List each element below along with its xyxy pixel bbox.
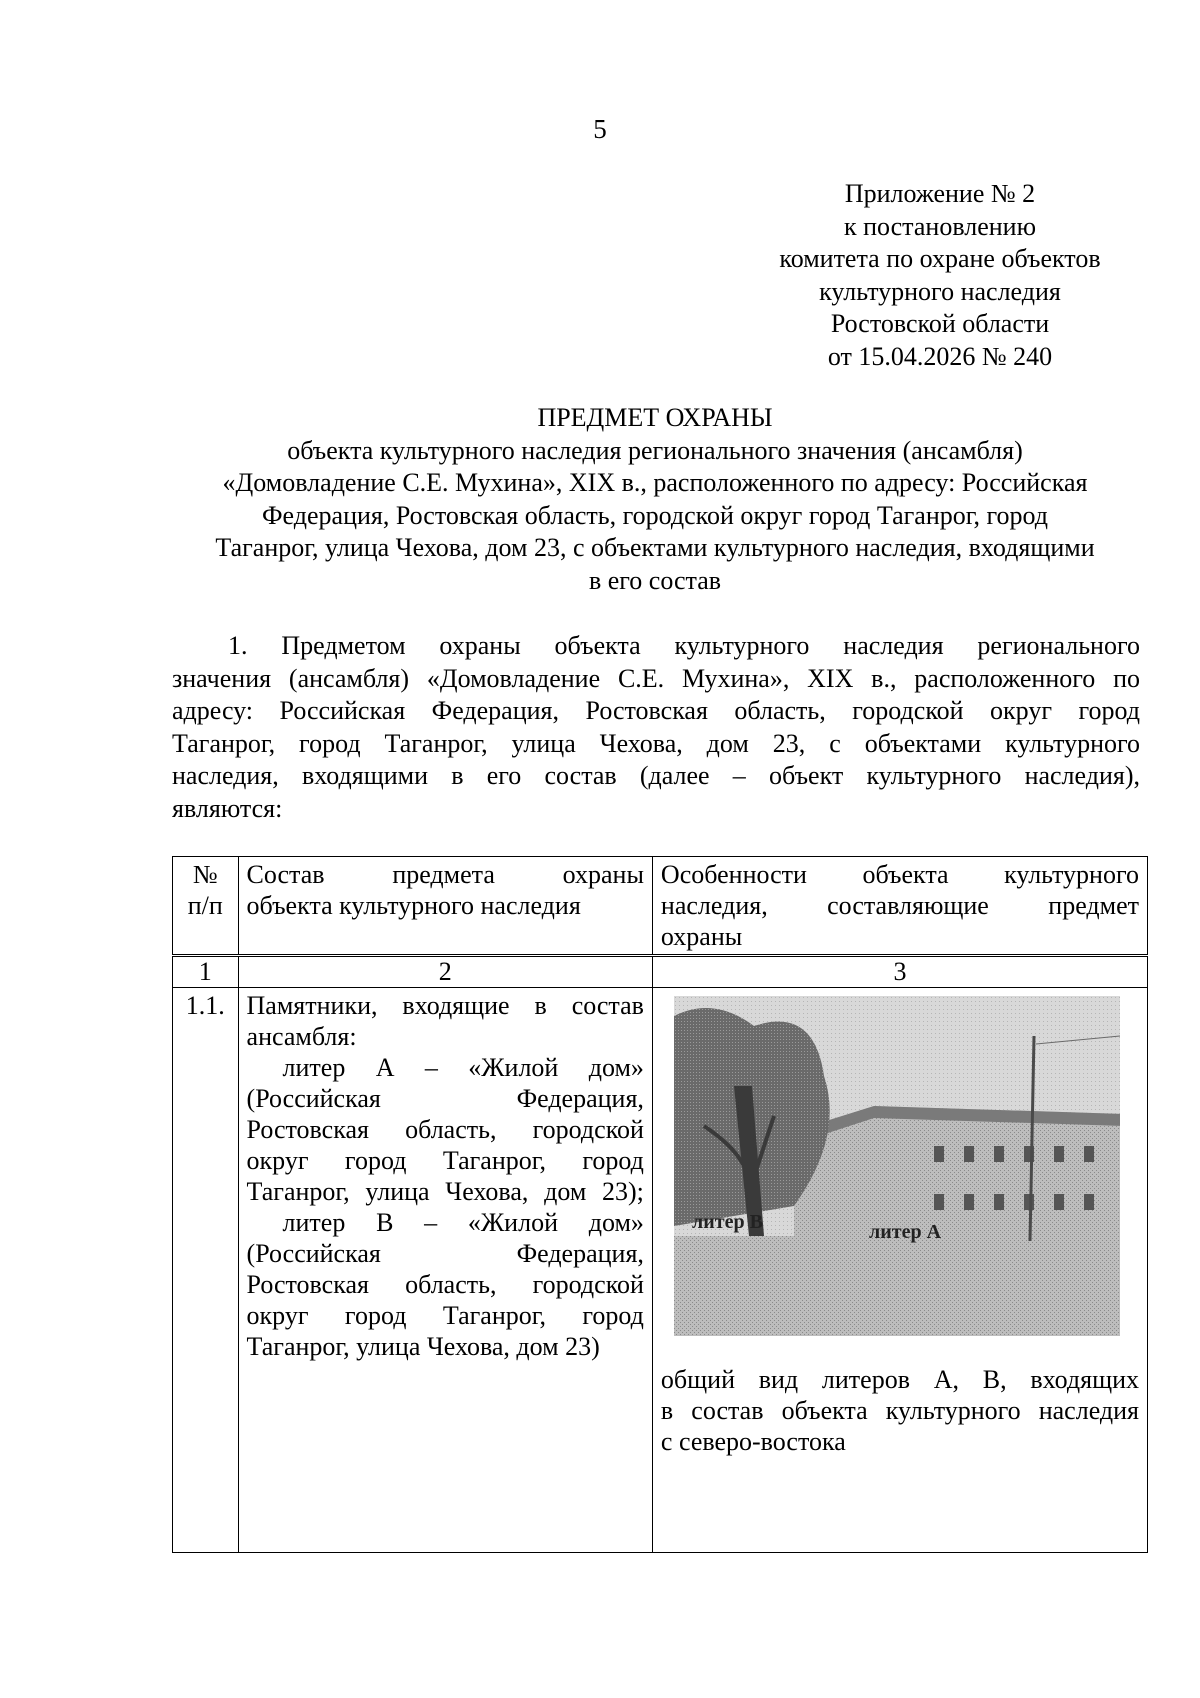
heading-line: «Домовладение С.Е. Мухина», XIX в., расположенного по адресу: Российская: [222, 468, 1088, 497]
composition-line: Таганрог, улица Чехова, дом 23): [246, 1332, 600, 1361]
paragraph-line: адресу: Российская Федерация, Ростовская область, городской округ город: [172, 696, 1140, 725]
appendix-line: Приложение № 2: [844, 179, 1036, 208]
composition-line: (Российская Федерация,: [246, 1084, 644, 1113]
header-text: охраны: [660, 922, 743, 951]
composition-line: литер А – «Жилой дом»: [282, 1053, 644, 1082]
composition-line: Таганрог, улица Чехова, дом 23);: [246, 1177, 644, 1206]
paragraph-line: значения (ансамбля) «Домовладение С.Е. Мухина», XIX в., расположенного по: [172, 663, 1140, 693]
paragraph-line: наследия, входящими в его состав (далее – объект культурного наследия),: [172, 761, 1140, 790]
header-cell-features: [652, 857, 1147, 955]
composition-line: Ростовская область, городской: [246, 1115, 644, 1144]
document-heading: [170, 402, 1140, 597]
features-cell: [652, 988, 1147, 1553]
appendix-line: комитета по охране объектов: [779, 244, 1101, 273]
table-header: [172, 856, 1148, 955]
building-photo: [674, 996, 1120, 1336]
header-text: объекта культурного наследия: [246, 891, 581, 920]
body-paragraph: [172, 630, 1140, 825]
photo-label-liter-v: литер В: [691, 1211, 763, 1233]
heading-line: Федерация, Ростовская область, городской округ город Таганрог, город: [262, 500, 1048, 530]
composition-line: (Российская Федерация,: [246, 1239, 644, 1268]
paragraph-line: являются:: [172, 793, 283, 823]
appendix-line: к постановлению: [843, 211, 1037, 241]
photo-caption: [661, 1364, 1139, 1457]
document-title: ПРЕДМЕТ ОХРАНЫ: [537, 403, 773, 432]
column-number: 2: [238, 957, 652, 988]
caption-line: в состав объекта культурного наследия: [660, 1396, 1139, 1425]
header-text: №: [192, 860, 218, 889]
header-text: наследия, составляющие предмет: [660, 891, 1139, 920]
appendix-line: от 15.04.2026 № 240: [827, 341, 1053, 371]
photo-label-liter-a: литер А: [868, 1221, 941, 1243]
caption-line: с северо-востока: [660, 1427, 846, 1456]
paragraph-line: Таганрог, город Таганрог, улица Чехова, дом 23, с объектами культурного: [172, 728, 1140, 758]
composition-line: ансамбля:: [246, 1022, 357, 1051]
paragraph-line: 1. Предметом охраны объекта культурного наследия регионального: [228, 631, 1140, 660]
table-body: [172, 956, 1148, 1553]
header-cell-number: [173, 857, 239, 955]
caption-line: общий вид литеров А, В, входящих: [660, 1365, 1139, 1394]
column-number-row: [173, 957, 1148, 988]
page-number: 5: [593, 114, 607, 144]
header-text: Состав предмета охраны: [246, 860, 644, 889]
appendix-line: культурного наследия: [819, 276, 1061, 306]
header-cell-composition: [238, 857, 652, 955]
row-number: 1.1.: [173, 988, 239, 1553]
heading-line: Таганрог, улица Чехова, дом 23, с объектами культурного наследия, входящими: [215, 533, 1095, 562]
table-row: [173, 988, 1148, 1553]
heading-line: объекта культурного наследия регионального значения (ансамбля): [287, 435, 1023, 465]
header-text: Особенности объекта культурного: [660, 860, 1139, 889]
heading-line: в его состав: [588, 565, 722, 595]
appendix-block: [740, 178, 1140, 373]
composition-cell: [238, 988, 652, 1553]
composition-line: Ростовская область, городской: [246, 1270, 644, 1299]
composition-line: округ город Таганрог, город: [246, 1301, 644, 1330]
composition-line: округ город Таганрог, город: [246, 1146, 644, 1175]
appendix-line: Ростовской области: [830, 309, 1050, 338]
header-text: п/п: [187, 891, 223, 920]
column-number: 1: [173, 957, 239, 988]
header-row: [173, 857, 1148, 955]
composition-line: литер В – «Жилой дом»: [282, 1208, 644, 1237]
composition-line: Памятники, входящие в состав: [246, 991, 644, 1020]
column-number: 3: [652, 957, 1147, 988]
